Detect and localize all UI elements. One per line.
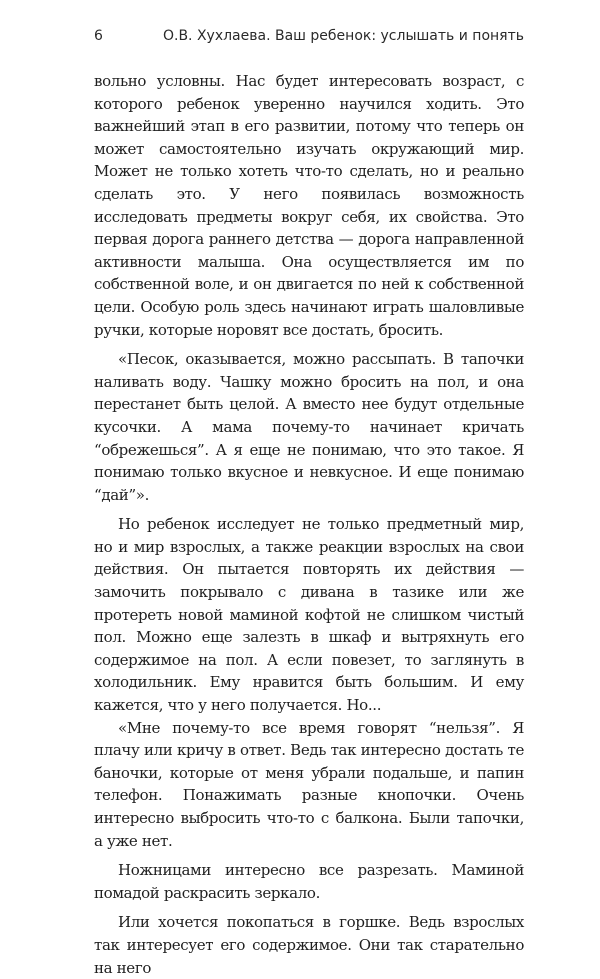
paragraph: «Песок, оказывается, можно рассыпать. В тапочки наливать воду. Чашку можно бросить на пол, и она перестанет быть целой. А вместо нее будут отдельные кусочки. А мама почему-то начинает кричать “обрежешься”. А я еще не понимаю, что это такое. Я понимаю только вкусное и невкусное. И еще понимаю “дай”». <box>94 350 524 504</box>
paragraph: Или хочется покопаться в горшке. Ведь взрослых так интересует его содержимое. Они так старательно на него <box>94 913 524 977</box>
page-number: 6 <box>94 28 103 44</box>
paragraph: Ножницами интересно все разрезать. Маминой помадой раскрасить зеркало. <box>94 861 524 902</box>
body-text <box>94 70 524 979</box>
paragraph: «Мне почему-то все время говорят “нельзя”. Я плачу или кричу в ответ. Ведь так интересно достать те баночки, которые от меня убрали подальше, и папин телефон. Понажимать разные кнопочки. Очень интересно выбросить что-то с балкона. Были тапочки, а уже нет. <box>94 718 524 850</box>
running-title: О.В. Хухлаева. Ваш ребенок: услышать и понять <box>162 28 524 44</box>
paragraph: вольно условны. Нас будет интересовать возраст, с которого ребенок уверенно научился ходить. Это важнейший этап в его развитии, потому что теперь он может самостоятельно изучать окружающий мир. Может не только хотеть что-то сделать, но и реально сделать это. У него появилась возможность исследовать предметы вокруг себя, их свойства. Это первая дорога раннего детства — дорога направленной активности малыша. Она осуществляется им по собственной воле, и он двигается по ней к собственной цели. Особую роль здесь начинают играть шаловливые ручки, которые норовят все достать, бросить. <box>94 72 524 339</box>
paragraph: Но ребенок исследует не только предметный мир, но и мир взрослых, а также реакции взрослых на свои действия. Он пытается повторять их действия — замочить покрывало с дивана в тазике или же протереть новой маминой кофтой не слишком чистый пол. Можно еще залезть в шкаф и вытряхнуть его содержимое на пол. А если повезет, то заглянуть в холодильник. Ему нравится быть большим. И ему кажется, что у него получается. Но... <box>94 515 524 715</box>
